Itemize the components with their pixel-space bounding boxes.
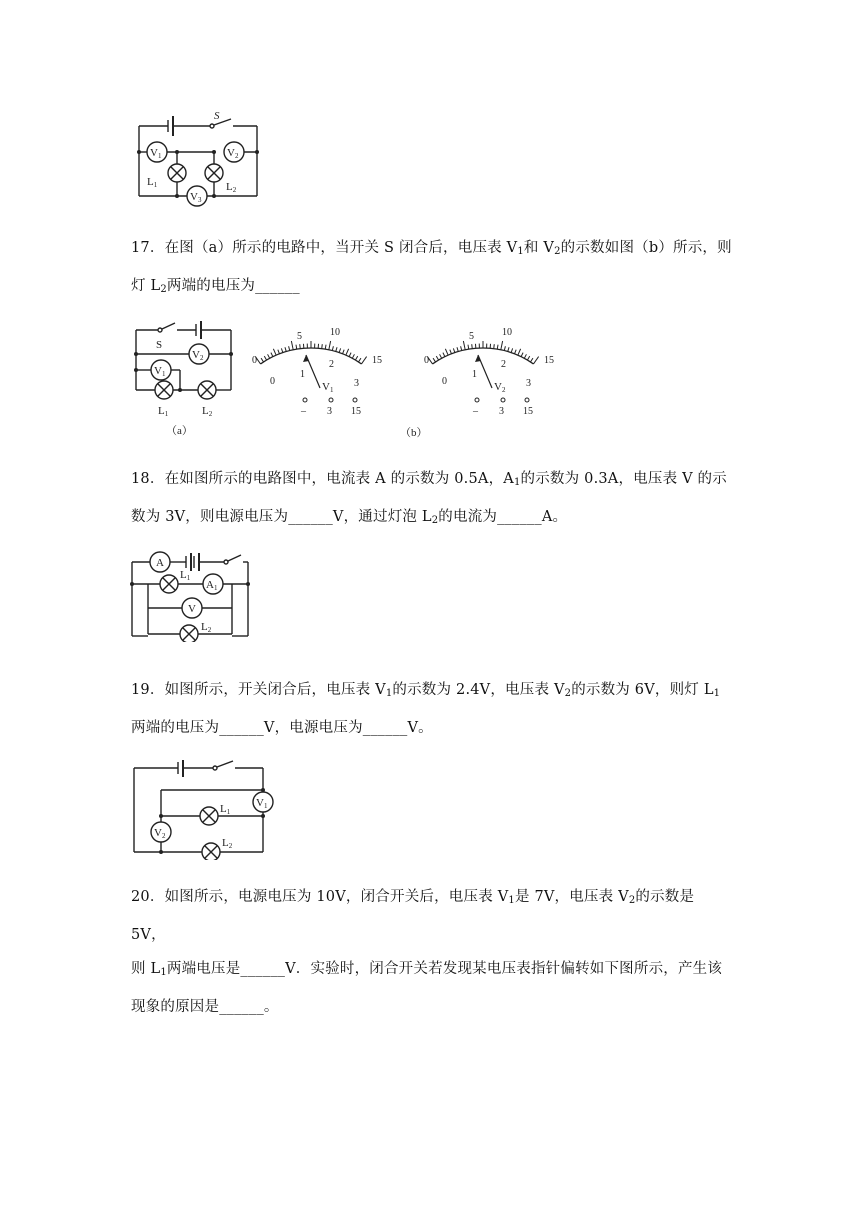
- scale-top-label: 5: [297, 331, 302, 342]
- voltmeter-v2-label: V2: [192, 349, 204, 362]
- dial-tick: [518, 349, 521, 355]
- dial-tick: [443, 353, 445, 357]
- circuit-diagram-18: [128, 548, 260, 642]
- dial-tick: [273, 349, 276, 355]
- terminal-icon: [501, 398, 505, 402]
- dial-tick: [358, 358, 360, 362]
- meter-label: V1: [322, 381, 334, 394]
- dial-tick: [533, 357, 538, 364]
- dial-tick: [497, 345, 498, 349]
- dial-tick: [436, 356, 438, 360]
- terminal-label: –: [301, 406, 306, 417]
- terminal-label: 15: [523, 406, 533, 417]
- answer-blank-1[interactable]: ______: [219, 720, 264, 736]
- dial-arc: [261, 348, 362, 364]
- dial-tick: [339, 348, 340, 352]
- lamp-l2-label: L2: [222, 837, 233, 850]
- dial-tick: [346, 349, 349, 355]
- dial-tick: [268, 354, 270, 358]
- dial-tick: [296, 345, 297, 349]
- dial-tick: [289, 346, 290, 350]
- dial-tick: [472, 344, 473, 348]
- dial-tick: [355, 356, 357, 360]
- terminal-icon: [525, 398, 529, 402]
- lamp-l1-label: L1: [180, 569, 191, 582]
- terminal-label: 15: [351, 406, 361, 417]
- voltmeter-v2-label: V2: [154, 827, 166, 840]
- ammeter-a-label: A: [156, 557, 164, 569]
- scale-bottom-label: 3: [354, 378, 359, 389]
- dial-tick: [494, 344, 495, 348]
- terminal-icon: [303, 398, 307, 402]
- answer-blank-1[interactable]: ______: [240, 961, 286, 977]
- terminal-icon: [475, 398, 479, 402]
- answer-blank-1[interactable]: ______: [288, 509, 333, 525]
- lamp-l2-label: L2: [201, 621, 212, 634]
- question-17: 17．在图（a）所示的电路中，当开关 S 闭合后，电压表 $V_1$和 $V_2$的示数如图（b）所示，则 灯 $L_2$两端的电压为______: [131, 231, 733, 307]
- dial-tick: [291, 341, 293, 350]
- dial-tick: [261, 358, 263, 362]
- voltmeter-v1-label: V1: [256, 797, 268, 810]
- scale-bottom-label: 3: [526, 378, 531, 389]
- lamp-l2-label: L2: [202, 405, 213, 418]
- scale-top-label: 0: [424, 355, 429, 366]
- dial-tick: [325, 345, 326, 349]
- dial-tick: [530, 358, 532, 362]
- terminal-label: 3: [499, 406, 504, 417]
- dial-tick: [501, 341, 503, 350]
- dial-tick: [433, 358, 435, 362]
- answer-blank[interactable]: ______: [255, 278, 300, 294]
- question-19: 19．如图所示，开关闭合后，电压表 $V_1$的示数为 2.4V，电压表 $V_2$的示数为 6V，则灯 $L_1$ 两端的电压为______V，电源电压为______V。: [131, 673, 733, 745]
- dial-tick: [468, 345, 469, 349]
- scale-bottom-label: 0: [270, 376, 275, 387]
- dial-tick: [271, 353, 273, 357]
- caption-a: （a）: [166, 425, 193, 437]
- circuit-diagram-17a: [128, 318, 240, 440]
- voltmeter-v1-label: V1: [154, 365, 166, 378]
- answer-blank-2[interactable]: ______: [497, 509, 542, 525]
- terminal-label: 3: [327, 406, 332, 417]
- dial-tick: [352, 354, 354, 358]
- meter-label: V2: [494, 381, 506, 394]
- voltmeter-v1-label: V1: [150, 147, 162, 160]
- voltmeter-dial-1: [252, 327, 382, 417]
- question-20: 20．如图所示，电源电压为 10V，闭合开关后，电压表 $V_1$是 7V，电压表 $V_2$的示数是 5V， 则 $L_1$两端电压是______V．实验时，闭合开关若发现某电压表指针偏转如下图所示，产生该 现象的原因是______。: [131, 880, 733, 1024]
- dial-tick: [329, 341, 331, 350]
- lamp-l1-label: L1: [147, 176, 158, 189]
- dial-tick: [524, 354, 526, 358]
- scale-top-label: 10: [502, 327, 512, 338]
- dial-arc: [433, 348, 534, 364]
- answer-blank-2[interactable]: ______: [362, 720, 408, 736]
- dial-tick: [281, 348, 282, 352]
- lamp-l1-label: L1: [158, 405, 169, 418]
- question-18: 18．在如图所示的电路图中，电流表 A 的示数为 0.5A，$A_1$的示数为 0.3A，电压表 V 的示 数为 3V，则电源电压为______V，通过灯泡 $L_2$的电流为______A。: [131, 462, 733, 538]
- lamp-l1-label: L1: [220, 803, 231, 816]
- dial-tick: [461, 346, 462, 350]
- dial-tick: [527, 356, 529, 360]
- terminal-icon: [329, 398, 333, 402]
- scale-bottom-label: 1: [472, 369, 477, 380]
- dial-tick: [450, 350, 452, 354]
- circuit-diagram-19: [128, 760, 274, 860]
- scale-bottom-label: 1: [300, 369, 305, 380]
- scale-top-label: 15: [544, 355, 554, 366]
- dial-tick: [322, 344, 323, 348]
- voltmeter-v3-label: V3: [190, 191, 202, 204]
- terminal-label: –: [473, 406, 478, 417]
- dial-tick: [285, 347, 286, 351]
- scale-bottom-label: 0: [442, 376, 447, 387]
- dial-tick: [336, 347, 337, 351]
- terminal-icon: [353, 398, 357, 402]
- dial-tick: [504, 346, 505, 350]
- dial-tick: [463, 341, 465, 350]
- ammeter-a1-label: A1: [206, 579, 218, 592]
- dial-tick: [332, 346, 333, 350]
- scale-bottom-label: 2: [501, 359, 506, 370]
- dial-tick: [457, 347, 458, 351]
- switch-label: S: [214, 110, 220, 122]
- answer-blank-2[interactable]: ______: [219, 999, 264, 1015]
- scale-bottom-label: 2: [329, 359, 334, 370]
- voltmeter-dial-2: [424, 327, 554, 417]
- dial-tick: [521, 353, 523, 357]
- circuit-diagram-16: [130, 108, 270, 212]
- dial-tick: [343, 350, 345, 354]
- dial-tick: [445, 349, 448, 355]
- dial-tick: [511, 348, 512, 352]
- caption-b: （b）: [400, 427, 428, 439]
- voltmeter-v-label: V: [188, 603, 196, 615]
- dial-tick: [515, 350, 517, 354]
- switch-label: S: [156, 339, 163, 351]
- scale-top-label: 15: [372, 355, 382, 366]
- scale-top-label: 5: [469, 331, 474, 342]
- dial-tick: [440, 354, 442, 358]
- voltmeter-v2-label: V2: [227, 147, 239, 160]
- voltmeter-dials-17b: [248, 318, 593, 442]
- scale-top-label: 0: [252, 355, 257, 366]
- lamp-l2-label: L2: [226, 181, 237, 194]
- dial-tick: [361, 357, 366, 364]
- dial-tick: [453, 348, 454, 352]
- dial-tick: [278, 350, 280, 354]
- dial-tick: [264, 356, 266, 360]
- scale-top-label: 10: [330, 327, 340, 338]
- dial-tick: [349, 353, 351, 357]
- dial-tick: [300, 344, 301, 348]
- dial-tick: [508, 347, 509, 351]
